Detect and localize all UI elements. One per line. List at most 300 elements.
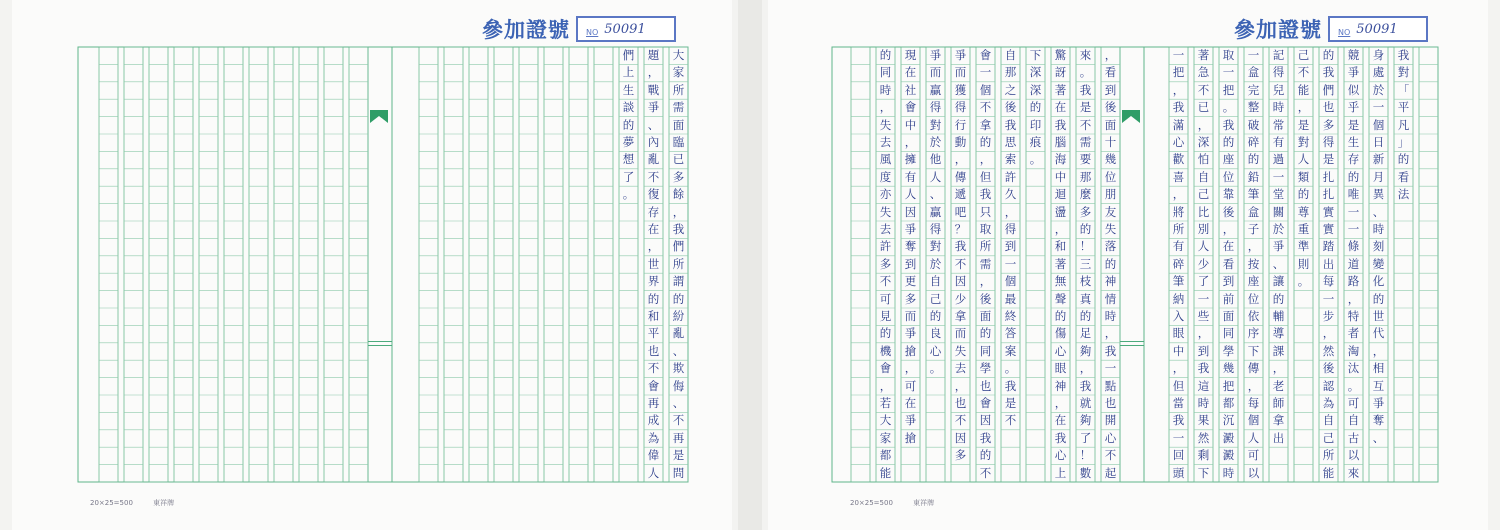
essay-character: 的	[1372, 291, 1385, 306]
page-footer	[850, 498, 952, 508]
essay-character: 所	[672, 256, 685, 271]
essay-character: 一	[1372, 100, 1385, 115]
essay-character: 常	[1272, 117, 1285, 132]
essay-character: 後	[1322, 361, 1335, 376]
essay-character: 心	[1054, 448, 1067, 463]
essay-character: 的	[979, 326, 992, 341]
essay-character: 。	[1029, 152, 1042, 167]
essay-character: 我	[1004, 117, 1017, 132]
essay-character: 迴	[1054, 187, 1067, 202]
essay-character: 拿	[979, 117, 992, 132]
essay-character: 戰	[647, 82, 660, 97]
essay-character: 爭	[1272, 239, 1285, 254]
essay-character: 人	[1247, 430, 1260, 445]
essay-character: ，	[1322, 326, 1335, 341]
essay-character: 爭	[1347, 65, 1360, 80]
essay-character: 了	[1079, 430, 1092, 445]
essay-character: 能	[1322, 465, 1335, 480]
essay-character: 著	[1197, 48, 1210, 62]
essay-character: 下	[1197, 465, 1210, 480]
essay-character: 爭	[1372, 396, 1385, 410]
essay-character: 是	[1079, 100, 1092, 115]
essay-character: 麼	[1079, 187, 1092, 202]
essay-character: 澱	[1222, 430, 1235, 445]
essay-character: 奪	[1372, 413, 1385, 428]
essay-character: 深	[1197, 135, 1210, 149]
essay-character: ，	[1054, 396, 1067, 410]
essay-character: 人	[1297, 152, 1310, 167]
essay-character: 但	[979, 169, 992, 184]
essay-character: 到	[1197, 343, 1210, 358]
essay-character: 有	[904, 169, 917, 184]
essay-character: 侮	[672, 378, 685, 393]
essay-character: 的	[1079, 222, 1092, 236]
essay-character: ，	[1272, 361, 1285, 376]
essay-character: 一	[1272, 169, 1285, 184]
essay-character: 自	[929, 274, 942, 289]
essay-character: 的	[1397, 152, 1410, 167]
essay-character: 盪	[1054, 204, 1067, 219]
essay-character: 現	[904, 48, 917, 62]
essay-character: 著	[1054, 256, 1067, 271]
essay-character: 神	[1054, 378, 1067, 393]
essay-character: ，	[647, 65, 660, 80]
essay-character: 社	[904, 82, 917, 97]
essay-character: 爭	[647, 100, 660, 115]
essay-character: 不	[1297, 65, 1310, 80]
essay-character: ，	[879, 378, 892, 393]
essay-character: 下	[1029, 48, 1042, 62]
essay-character: 多	[672, 169, 685, 184]
essay-character: 自	[1347, 413, 1360, 428]
essay-character: 過	[1272, 152, 1285, 167]
essay-character: 會	[879, 361, 892, 376]
essay-character: 個	[1372, 117, 1385, 132]
essay-character: 傷	[1054, 326, 1067, 341]
essay-character: 沉	[1222, 413, 1235, 428]
essay-character: 。	[1004, 361, 1017, 376]
essay-character: 所	[672, 82, 685, 97]
essay-character: 有	[1272, 135, 1285, 149]
essay-character: 的	[1104, 256, 1117, 271]
essay-character: ，	[1172, 82, 1185, 97]
essay-character: 剩	[1197, 448, 1210, 463]
essay-character: 己	[1197, 187, 1210, 202]
essay-character: 新	[1372, 152, 1385, 167]
essay-character: 後	[1222, 204, 1235, 219]
essay-character: 路	[1347, 274, 1360, 289]
essay-character: 同	[1222, 326, 1235, 341]
essay-character: 也	[1322, 100, 1335, 115]
essay-character: 關	[1272, 204, 1285, 219]
essay-character: ，	[1372, 343, 1385, 358]
essay-character: 不	[1079, 117, 1092, 132]
essay-character: 我	[1079, 378, 1092, 393]
manuscript-page-right	[768, 0, 1488, 530]
essay-character: 上	[622, 65, 635, 80]
essay-character: 唯	[1347, 187, 1360, 202]
essay-character: 對	[1397, 65, 1410, 80]
essay-character: 需	[1079, 135, 1092, 149]
essay-character: 可	[1247, 448, 1260, 463]
essay-character: 若	[879, 396, 892, 410]
essay-character: 遞	[954, 187, 967, 202]
essay-character: 、	[647, 117, 660, 132]
essay-character: 我	[979, 430, 992, 445]
essay-character: 因	[904, 204, 917, 219]
essay-character: 步	[1322, 309, 1335, 323]
essay-character: 但	[1172, 378, 1185, 393]
essay-character: 自	[1322, 413, 1335, 428]
essay-character: 日	[1372, 135, 1385, 149]
essay-character: ，	[1297, 100, 1310, 115]
essay-character: ，	[1079, 361, 1092, 376]
essay-character: 的	[622, 117, 635, 132]
essay-character: 序	[1247, 326, 1260, 341]
essay-character: 要	[1079, 152, 1092, 167]
essay-character: 的	[1322, 48, 1335, 62]
essay-character: 似	[1347, 82, 1360, 97]
essay-character: 。	[1347, 378, 1360, 393]
essay-character: 我	[1322, 65, 1335, 80]
essay-character: 每	[1322, 274, 1335, 289]
essay-character: 的	[979, 135, 992, 149]
essay-character: 需	[672, 100, 685, 115]
essay-character: 在	[904, 396, 917, 410]
essay-character: 少	[954, 291, 967, 306]
essay-character: 世	[1372, 309, 1385, 323]
essay-character: 成	[647, 413, 660, 428]
essay-character: ，	[979, 274, 992, 289]
essay-character: 面	[1222, 309, 1235, 323]
essay-character: 後	[1104, 100, 1117, 115]
essay-character: 把	[1222, 378, 1235, 393]
essay-character: 、	[1372, 430, 1385, 445]
essay-character: 同	[979, 343, 992, 358]
essay-character: 認	[1322, 378, 1335, 393]
essay-character: 後	[979, 291, 992, 306]
essay-character: 我	[954, 239, 967, 254]
essay-character: 將	[1172, 204, 1185, 219]
essay-character: 亂	[672, 326, 685, 341]
essay-character: 多	[954, 448, 967, 463]
essay-character: 把	[1172, 65, 1185, 80]
essay-character: 以	[1247, 465, 1260, 480]
essay-character: 我	[1397, 48, 1410, 62]
essay-character: 中	[904, 117, 917, 132]
essay-character: ，	[954, 378, 967, 393]
essay-character: 更	[904, 274, 917, 289]
essay-character: ，	[879, 100, 892, 115]
essay-character: 幾	[1222, 361, 1235, 376]
essay-character: 點	[1104, 378, 1117, 393]
essay-character: 我	[1004, 378, 1017, 393]
essay-character: 個	[979, 82, 992, 97]
paper-brand: 東祥牌	[913, 499, 935, 507]
essay-character: 心	[1104, 430, 1117, 445]
essay-character: ，	[979, 152, 992, 167]
essay-character: ，	[1104, 326, 1117, 341]
essay-character: 的	[1054, 309, 1067, 323]
essay-character: 能	[1297, 82, 1310, 97]
number-label: NO	[1338, 28, 1351, 37]
essay-character: ，	[1197, 117, 1210, 132]
essay-character: 的	[647, 291, 660, 306]
essay-character: 乎	[1347, 100, 1360, 115]
essay-character: 我	[979, 187, 992, 202]
essay-character: 、	[1272, 256, 1285, 271]
essay-character: 奪	[904, 239, 917, 254]
essay-character: 度	[879, 169, 892, 184]
essay-character: 搶	[904, 343, 917, 358]
essay-character: ！	[1079, 239, 1092, 254]
essay-character: 深	[1029, 82, 1042, 97]
essay-character: 盒	[1247, 204, 1260, 219]
essay-character: 中	[1172, 343, 1185, 358]
essay-character: 出	[1322, 256, 1335, 271]
essay-character: 真	[1079, 291, 1092, 306]
essay-character: 喜	[1172, 169, 1185, 184]
essay-character: 腦	[1054, 135, 1067, 149]
essay-character: 己	[929, 291, 942, 306]
essay-character: ，	[1054, 222, 1067, 236]
essay-character: 家	[672, 65, 685, 80]
essay-character: 的	[929, 309, 942, 323]
essay-character: 許	[879, 239, 892, 254]
essay-character: 所	[1322, 448, 1335, 463]
essay-character: 得	[954, 100, 967, 115]
essay-character: 也	[1104, 396, 1117, 410]
grid-size-label: 20×25=500	[90, 499, 133, 507]
essay-character: 無	[1054, 274, 1067, 289]
essay-character: 多	[904, 291, 917, 306]
essay-character: 爭	[904, 413, 917, 428]
essay-character: 三	[1079, 256, 1092, 271]
essay-character: 得	[929, 100, 942, 115]
essay-character: ，	[1104, 48, 1117, 62]
essay-character: 按	[1247, 256, 1260, 271]
essay-character: 平	[647, 326, 660, 341]
essay-character: 變	[1372, 256, 1385, 271]
essay-character: 於	[929, 135, 942, 149]
essay-character: 位	[1104, 169, 1117, 184]
essay-character: 不	[647, 361, 660, 376]
essay-character: 心	[1054, 343, 1067, 358]
essay-character: 在	[1222, 239, 1235, 254]
essay-character: 會	[647, 378, 660, 393]
essay-character: 為	[647, 430, 660, 445]
essay-character: 比	[1197, 204, 1210, 219]
essay-character: 些	[1197, 309, 1210, 323]
essay-character: 都	[1222, 396, 1235, 410]
essay-character: 這	[1197, 378, 1210, 393]
essay-character: ，	[1247, 239, 1260, 254]
essay-character: 而	[954, 326, 967, 341]
essay-character: 都	[879, 448, 892, 463]
participant-number: 50091	[604, 22, 646, 37]
essay-character: ，	[904, 361, 917, 376]
essay-character: 題	[647, 48, 660, 62]
essay-character: 人	[929, 169, 942, 184]
essay-character: 一	[1172, 48, 1185, 62]
essay-character: 一	[979, 65, 992, 80]
participant-number: 50091	[1356, 22, 1398, 37]
essay-character: 的	[672, 291, 685, 306]
essay-character: 筆	[1172, 274, 1185, 289]
essay-character: 動	[954, 135, 967, 149]
essay-character: 碎	[1247, 135, 1260, 149]
essay-character: 最	[1004, 291, 1017, 306]
essay-character: 心	[929, 343, 942, 358]
essay-character: 心	[1172, 135, 1185, 149]
essay-character: 界	[647, 274, 660, 289]
essay-character: 爭	[954, 48, 967, 62]
essay-character: 己	[1297, 48, 1310, 62]
essay-character: 。	[1222, 100, 1235, 115]
essay-character: 座	[1247, 274, 1260, 289]
essay-character: 在	[1054, 100, 1067, 115]
essay-character: 我	[1172, 413, 1185, 428]
essay-character: 、	[672, 343, 685, 358]
essay-text	[12, 0, 732, 530]
essay-character: 扎	[1322, 169, 1335, 184]
page-footer	[90, 498, 192, 508]
essay-character: 會	[904, 100, 917, 115]
essay-character: 入	[1172, 309, 1185, 323]
essay-character: 人	[1197, 239, 1210, 254]
essay-character: 我	[672, 222, 685, 236]
essay-character: 怕	[1197, 152, 1210, 167]
essay-character: 足	[1079, 326, 1092, 341]
essay-character: 然	[1322, 343, 1335, 358]
essay-character: 條	[1347, 239, 1360, 254]
essay-character: 夢	[622, 135, 635, 149]
essay-character: 把	[1222, 82, 1235, 97]
essay-character: 異	[1372, 187, 1385, 202]
essay-character: 取	[1222, 48, 1235, 62]
essay-character: 枝	[1079, 274, 1092, 289]
essay-character: 特	[1347, 309, 1360, 323]
essay-character: 。	[929, 361, 942, 376]
essay-character: 然	[1197, 430, 1210, 445]
essay-character: 於	[1372, 82, 1385, 97]
essay-character: 是	[1347, 117, 1360, 132]
essay-character: 情	[1104, 291, 1117, 306]
essay-character: 納	[1172, 291, 1185, 306]
essay-character: 出	[1272, 430, 1285, 445]
essay-character: 會	[979, 48, 992, 62]
essay-character: 案	[1004, 343, 1017, 358]
essay-character: 在	[647, 222, 660, 236]
essay-character: 得	[1004, 222, 1017, 236]
essay-character: 海	[1054, 152, 1067, 167]
essay-character: 靠	[1222, 187, 1235, 202]
essay-character: 十	[1104, 135, 1117, 149]
essay-character: 所	[1172, 222, 1185, 236]
essay-character: 拿	[954, 309, 967, 323]
essay-character: 的	[1247, 152, 1260, 167]
essay-character: 許	[1004, 169, 1017, 184]
essay-character: 們	[1322, 82, 1335, 97]
essay-character: 而	[904, 309, 917, 323]
essay-character: 爭	[904, 326, 917, 341]
essay-character: 因	[979, 413, 992, 428]
essay-character: 時	[1372, 222, 1385, 236]
essay-character: 得	[1322, 135, 1335, 149]
essay-character: 之	[1004, 82, 1017, 97]
essay-character: 訝	[1054, 65, 1067, 80]
essay-character: 滿	[1172, 117, 1185, 132]
essay-character: 每	[1247, 396, 1260, 410]
essay-character: 面	[672, 117, 685, 132]
essay-character: 位	[1247, 291, 1260, 306]
essay-character: 「	[1397, 82, 1410, 97]
essay-character: 亂	[647, 152, 660, 167]
essay-character: 大	[672, 48, 685, 62]
essay-character: 多	[1079, 204, 1092, 219]
essay-character: 到	[1104, 82, 1117, 97]
essay-character: 學	[979, 361, 992, 376]
essay-character: 一	[1172, 430, 1185, 445]
essay-character: 吧	[954, 204, 967, 219]
essay-character: 人	[647, 465, 660, 480]
essay-character: 去	[879, 135, 892, 149]
essay-character: 師	[1272, 396, 1285, 410]
essay-character: 面	[1104, 117, 1117, 132]
essay-character: 是	[1322, 152, 1335, 167]
essay-character: 不	[1104, 448, 1117, 463]
essay-character: 古	[1347, 430, 1360, 445]
essay-character: 同	[879, 65, 892, 80]
essay-character: 可	[904, 378, 917, 393]
essay-character: ？	[954, 222, 967, 236]
essay-character: 我	[1054, 430, 1067, 445]
essay-character: 個	[1247, 413, 1260, 428]
essay-character: 也	[954, 396, 967, 410]
essay-character: 一	[1004, 256, 1017, 271]
essay-character: ，	[672, 204, 685, 219]
essay-character: 對	[929, 239, 942, 254]
essay-character: 互	[1372, 378, 1385, 393]
essay-character: 生	[622, 82, 635, 97]
essay-character: 得	[929, 222, 942, 236]
essay-character: 可	[1347, 396, 1360, 410]
essay-character: 多	[1322, 117, 1335, 132]
essay-character: 不	[954, 413, 967, 428]
essay-character: 平	[1397, 100, 1410, 115]
essay-character: 當	[1172, 396, 1185, 410]
essay-character: 月	[1372, 169, 1385, 184]
essay-character: 是	[1297, 117, 1310, 132]
grid-size-label: 20×25=500	[850, 499, 893, 507]
essay-character: 一	[1347, 222, 1360, 236]
essay-character: 已	[672, 152, 685, 167]
essay-character: 機	[879, 343, 892, 358]
essay-character: ！	[1079, 448, 1092, 463]
essay-character: 我	[1079, 82, 1092, 97]
page-gutter	[738, 0, 762, 530]
essay-character: 久	[1004, 187, 1017, 202]
essay-character: 復	[647, 187, 660, 202]
essay-character: 需	[979, 256, 992, 271]
essay-character: 時	[1272, 100, 1285, 115]
essay-character: 我	[1172, 100, 1185, 115]
essay-character: 傳	[1247, 361, 1260, 376]
essay-character: 看	[1222, 256, 1235, 271]
essay-character: 下	[1247, 343, 1260, 358]
essay-character: 讓	[1272, 274, 1285, 289]
essay-character: 不	[979, 465, 992, 480]
